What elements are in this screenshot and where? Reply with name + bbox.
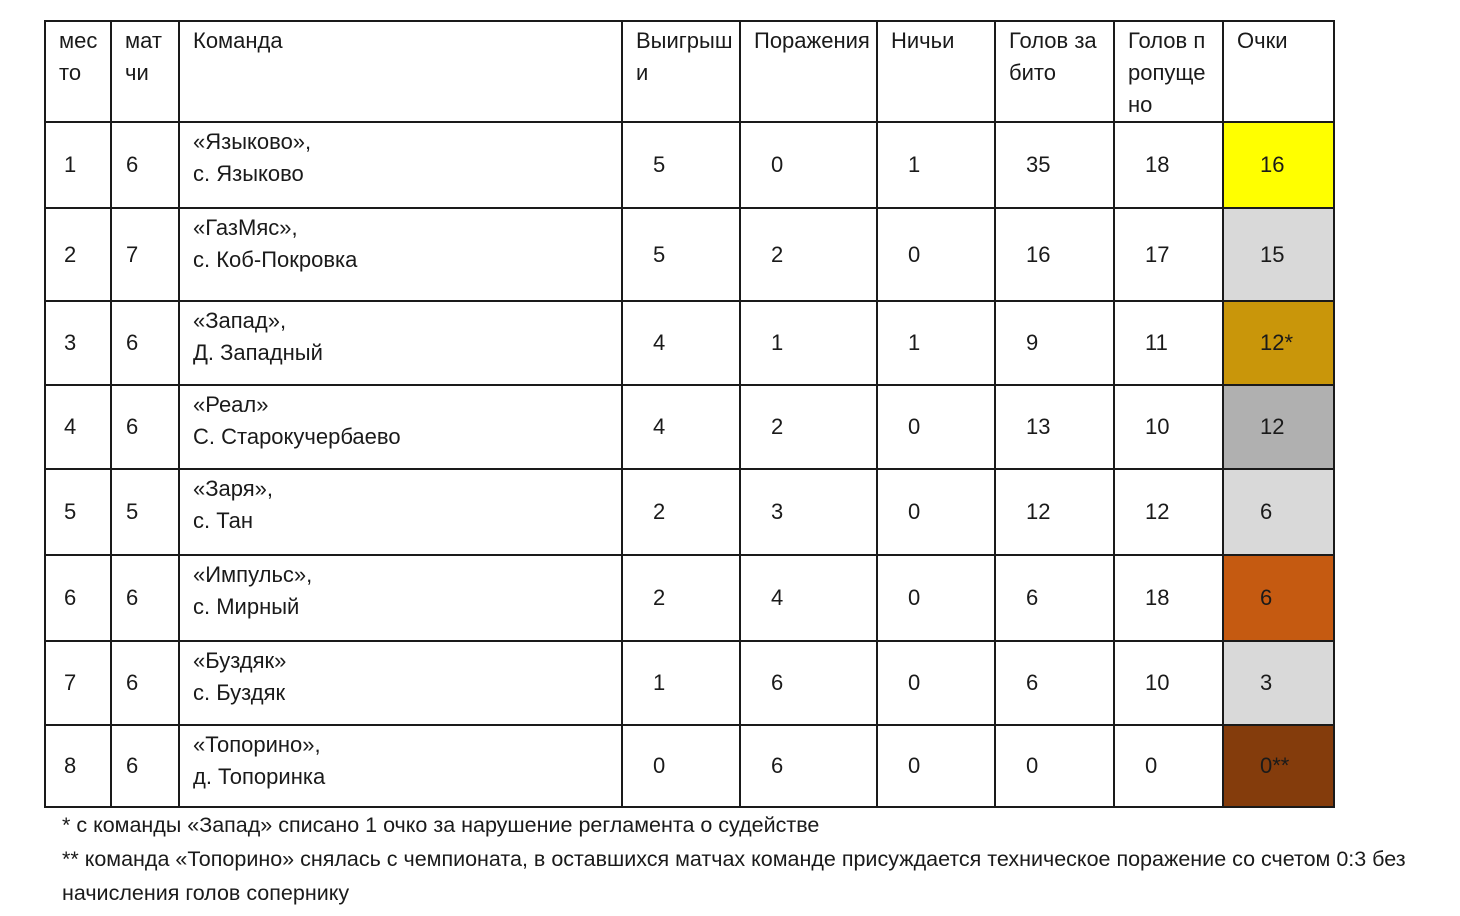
cell-wins: 4 bbox=[622, 301, 740, 385]
cell-goals-for: 12 bbox=[995, 469, 1114, 555]
cell-team bbox=[179, 208, 622, 301]
cell-points: 16 bbox=[1223, 122, 1334, 208]
cell-goals-against: 18 bbox=[1114, 122, 1223, 208]
cell-goals-against: 18 bbox=[1114, 555, 1223, 641]
cell-place: 4 bbox=[45, 385, 111, 469]
footnote-2: ** команда «Топорино» снялась с чемпионата, в оставшихся матчах команде присуждается техническое поражение со счетом 0:3 без начисления голов сопернику bbox=[62, 847, 1406, 905]
team-name: «Заря», bbox=[193, 476, 274, 501]
team-village: с. Тан bbox=[193, 508, 254, 533]
cell-draws: 0 bbox=[877, 555, 995, 641]
cell-place: 6 bbox=[45, 555, 111, 641]
cell-wins: 1 bbox=[622, 641, 740, 725]
cell-team bbox=[179, 725, 622, 807]
team-name: «Запад», bbox=[193, 308, 287, 333]
cell-losses: 2 bbox=[740, 385, 877, 469]
header-losses: Поражения bbox=[740, 21, 877, 122]
cell-draws: 1 bbox=[877, 301, 995, 385]
team-village: с. Коб-Покровка bbox=[193, 247, 358, 272]
team-name: «Буздяк» bbox=[193, 648, 287, 673]
footnote-1: * с команды «Запад» списано 1 очко за нарушение регламента о судействе bbox=[62, 813, 820, 837]
cell-wins: 2 bbox=[622, 469, 740, 555]
cell-games: 6 bbox=[111, 641, 179, 725]
cell-team bbox=[179, 122, 622, 208]
cell-goals-for: 9 bbox=[995, 301, 1114, 385]
cell-points: 0** bbox=[1223, 725, 1334, 807]
cell-place: 8 bbox=[45, 725, 111, 807]
table-row bbox=[45, 469, 1334, 555]
cell-losses: 1 bbox=[740, 301, 877, 385]
header-team: Команда bbox=[179, 21, 622, 122]
cell-goals-against: 12 bbox=[1114, 469, 1223, 555]
cell-goals-against: 17 bbox=[1114, 208, 1223, 301]
cell-games: 6 bbox=[111, 385, 179, 469]
table-row bbox=[45, 725, 1334, 807]
team-village: Д. Западный bbox=[193, 340, 323, 365]
cell-place: 1 bbox=[45, 122, 111, 208]
header-wins: Выигрыши bbox=[622, 21, 740, 122]
cell-games: 6 bbox=[111, 555, 179, 641]
cell-points: 6 bbox=[1223, 555, 1334, 641]
table-row bbox=[45, 555, 1334, 641]
header-goals-for: Голов забито bbox=[995, 21, 1114, 122]
cell-losses: 2 bbox=[740, 208, 877, 301]
cell-wins: 4 bbox=[622, 385, 740, 469]
cell-games: 6 bbox=[111, 122, 179, 208]
cell-goals-against: 10 bbox=[1114, 641, 1223, 725]
table-row bbox=[45, 385, 1334, 469]
cell-losses: 6 bbox=[740, 641, 877, 725]
cell-goals-for: 6 bbox=[995, 555, 1114, 641]
cell-games: 5 bbox=[111, 469, 179, 555]
team-village: с. Буздяк bbox=[193, 680, 286, 705]
cell-points: 3 bbox=[1223, 641, 1334, 725]
cell-wins: 0 bbox=[622, 725, 740, 807]
footnotes bbox=[62, 808, 1442, 910]
cell-team bbox=[179, 555, 622, 641]
cell-draws: 0 bbox=[877, 208, 995, 301]
team-village: С. Старокучербаево bbox=[193, 424, 401, 449]
cell-goals-against: 0 bbox=[1114, 725, 1223, 807]
cell-place: 5 bbox=[45, 469, 111, 555]
team-name: «Топорино», bbox=[193, 732, 321, 757]
cell-losses: 0 bbox=[740, 122, 877, 208]
cell-place: 3 bbox=[45, 301, 111, 385]
cell-losses: 4 bbox=[740, 555, 877, 641]
table-row bbox=[45, 122, 1334, 208]
cell-points: 12 bbox=[1223, 385, 1334, 469]
table-row bbox=[45, 208, 1334, 301]
team-name: «Реал» bbox=[193, 392, 269, 417]
cell-wins: 5 bbox=[622, 122, 740, 208]
table-row bbox=[45, 641, 1334, 725]
standings-table bbox=[44, 20, 1335, 808]
team-village: д. Топоринка bbox=[193, 764, 326, 789]
header-place: место bbox=[45, 21, 111, 122]
cell-draws: 0 bbox=[877, 385, 995, 469]
cell-games: 7 bbox=[111, 208, 179, 301]
cell-goals-for: 13 bbox=[995, 385, 1114, 469]
cell-games: 6 bbox=[111, 725, 179, 807]
cell-goals-for: 6 bbox=[995, 641, 1114, 725]
cell-losses: 3 bbox=[740, 469, 877, 555]
cell-points: 6 bbox=[1223, 469, 1334, 555]
cell-wins: 5 bbox=[622, 208, 740, 301]
cell-wins: 2 bbox=[622, 555, 740, 641]
cell-goals-for: 0 bbox=[995, 725, 1114, 807]
cell-goals-against: 10 bbox=[1114, 385, 1223, 469]
header-games: матчи bbox=[111, 21, 179, 122]
standings-body bbox=[45, 122, 1334, 807]
cell-team bbox=[179, 469, 622, 555]
cell-draws: 0 bbox=[877, 725, 995, 807]
team-village: с. Мирный bbox=[193, 594, 300, 619]
cell-team bbox=[179, 301, 622, 385]
cell-team bbox=[179, 641, 622, 725]
header-draws: Ничьи bbox=[877, 21, 995, 122]
cell-goals-for: 16 bbox=[995, 208, 1114, 301]
team-village: с. Языково bbox=[193, 161, 304, 186]
team-name: «Импульс», bbox=[193, 562, 313, 587]
cell-draws: 0 bbox=[877, 641, 995, 725]
table-row bbox=[45, 301, 1334, 385]
cell-place: 7 bbox=[45, 641, 111, 725]
cell-team bbox=[179, 385, 622, 469]
header-row bbox=[45, 21, 1334, 122]
cell-draws: 1 bbox=[877, 122, 995, 208]
cell-points: 12* bbox=[1223, 301, 1334, 385]
header-points: Очки bbox=[1223, 21, 1334, 122]
cell-games: 6 bbox=[111, 301, 179, 385]
team-name: «ГазМяс», bbox=[193, 215, 298, 240]
header-goals-against: Голов пропущено bbox=[1114, 21, 1223, 122]
cell-place: 2 bbox=[45, 208, 111, 301]
cell-draws: 0 bbox=[877, 469, 995, 555]
cell-losses: 6 bbox=[740, 725, 877, 807]
team-name: «Языково», bbox=[193, 129, 312, 154]
cell-goals-for: 35 bbox=[995, 122, 1114, 208]
cell-goals-against: 11 bbox=[1114, 301, 1223, 385]
cell-points: 15 bbox=[1223, 208, 1334, 301]
